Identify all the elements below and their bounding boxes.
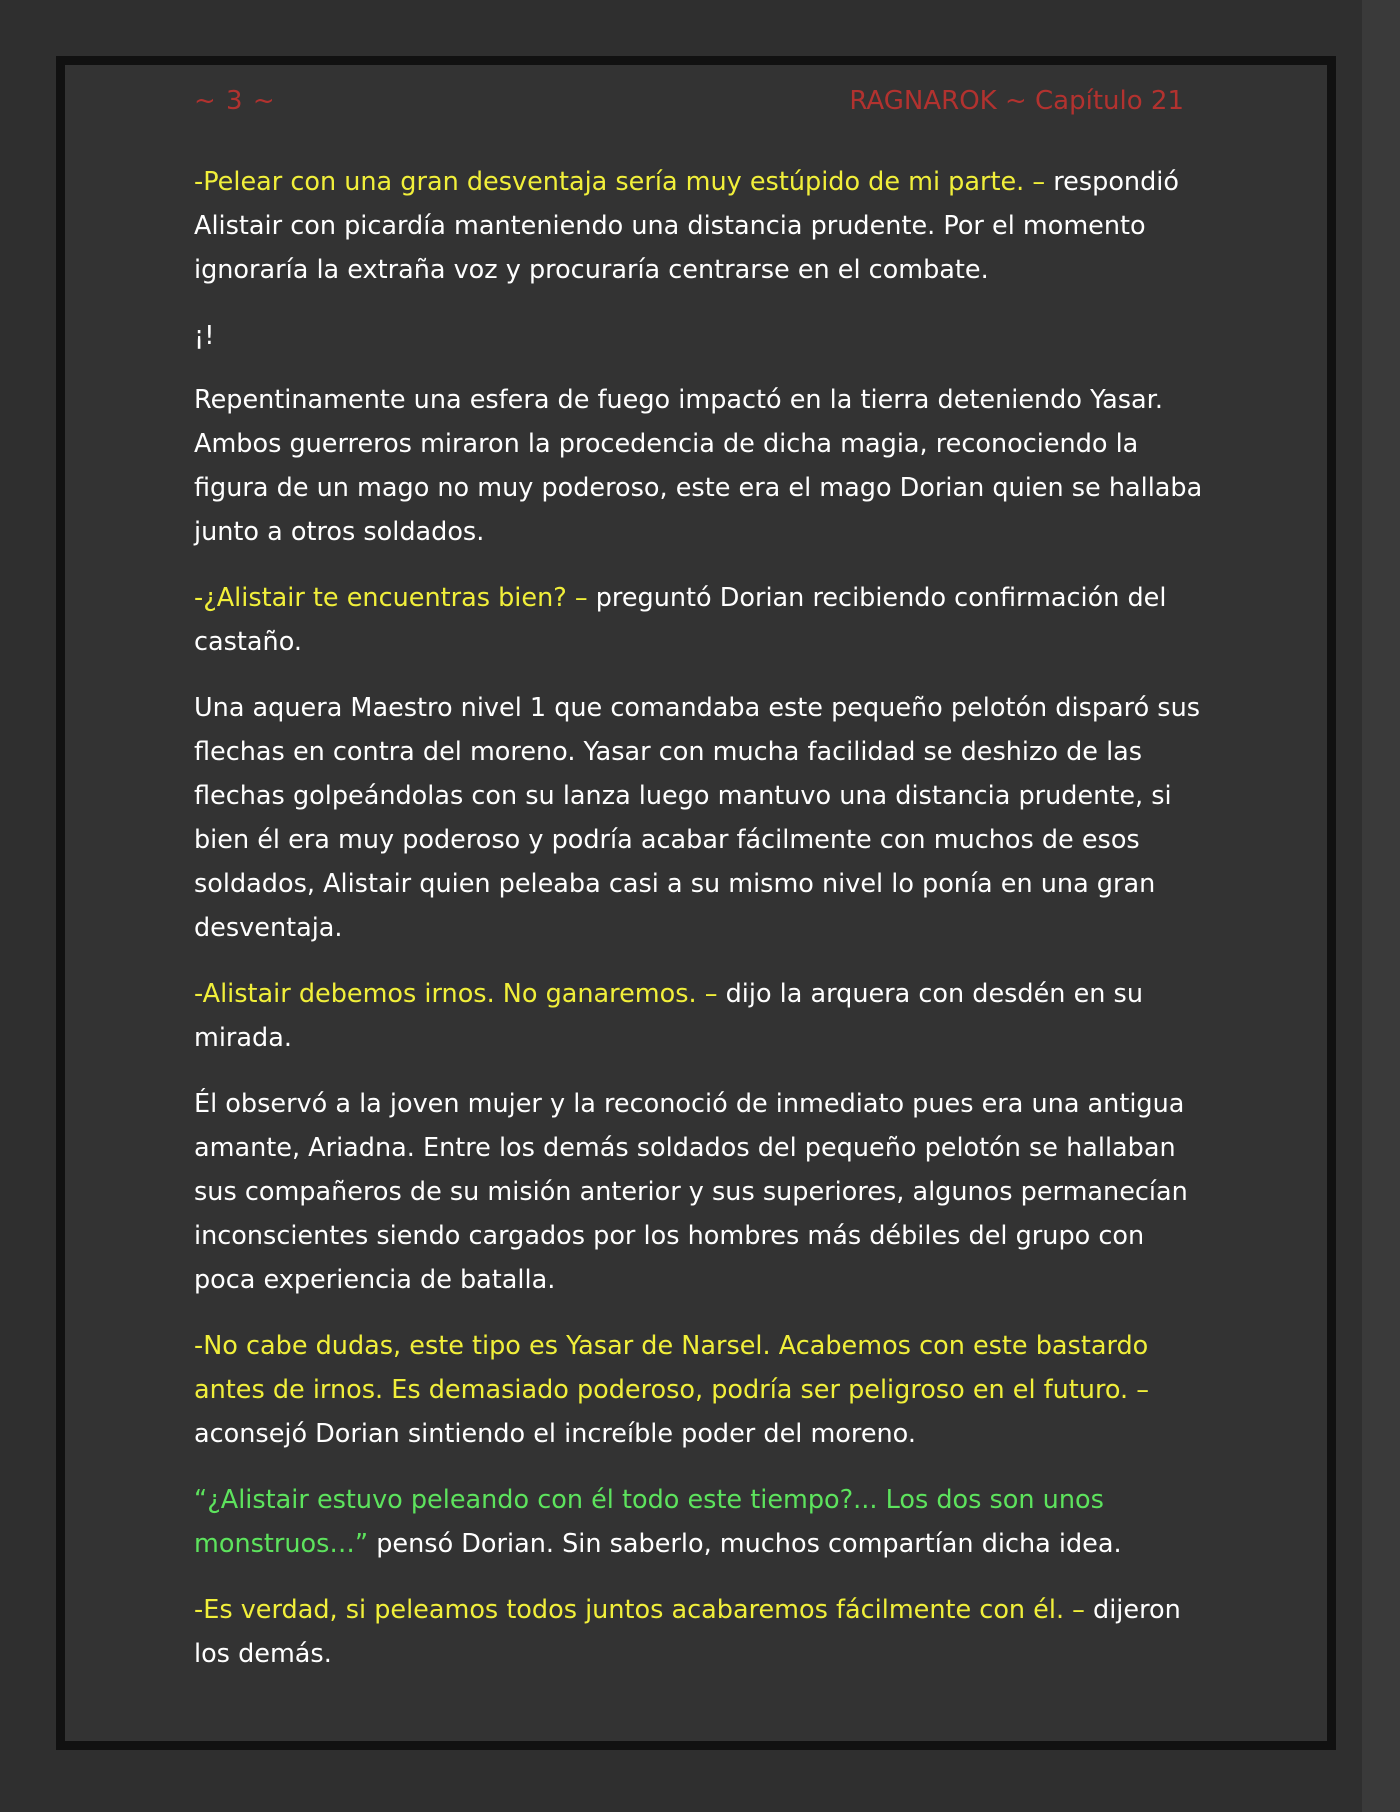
chapter-title: RAGNAROK ~ Capítulo 21 — [849, 86, 1184, 116]
narration-text: Él observó a la joven mujer y la reconoció de inmediato pues era una antigua amante, Ariadna. Entre los demás soldados del pequeño pelotón se hallaban sus compañeros de su misión anterior y sus superiores, algunos permanecían inconscientes siendo cargados por los hombres más débiles del grupo con poca experiencia de batalla. — [194, 1089, 1188, 1295]
narration-text: pensó Dorian. Sin saberlo, muchos compartían dicha idea. — [368, 1529, 1122, 1559]
thought-text: “¿Alistair estuvo peleando con él todo este tiempo?... Los dos son unos monstruos…” — [194, 1485, 1104, 1559]
page-number: ~ 3 ~ — [194, 86, 276, 116]
paragraph-2 — [194, 314, 1210, 358]
narration-text: preguntó Dorian recibiendo confirmación del castaño. — [194, 583, 1167, 657]
exclamation-text: ¡! — [194, 321, 215, 351]
paragraph-9 — [194, 1478, 1210, 1566]
dialogue-text: -¿Alistair te encuentras bien? – — [194, 583, 596, 613]
narration-text: Una aquera Maestro nivel 1 que comandaba este pequeño pelotón disparó sus flechas en contra del moreno. Yasar con mucha facilidad se deshizo de las flechas golpeándolas con su lanza luego mantuvo una distancia prudente, si bien él era muy poderoso y podría acabar fácilmente con muchos de esos soldados, Alistair quien peleaba casi a su mismo nivel lo ponía en una gran desventaja. — [194, 693, 1201, 943]
paragraph-4 — [194, 576, 1210, 664]
paragraph-1 — [194, 160, 1210, 292]
narration-text: dijeron los demás. — [194, 1595, 1181, 1669]
dialogue-text: -Es verdad, si peleamos todos juntos acabaremos fácilmente con él. – — [194, 1595, 1094, 1625]
paragraph-10 — [194, 1588, 1210, 1676]
paragraph-6 — [194, 972, 1210, 1060]
page-content — [194, 160, 1210, 1698]
paragraph-3 — [194, 378, 1210, 554]
dialogue-text: -Alistair debemos irnos. No ganaremos. – — [194, 979, 726, 1009]
narration-text: Repentinamente una esfera de fuego impactó en la tierra deteniendo Yasar. Ambos guerreros miraron la procedencia de dicha magia, reconociendo la figura de un mago no muy poderoso, este era el mago Dorian quien se hallaba junto a otros soldados. — [194, 385, 1203, 547]
narration-text: dijo la arquera con desdén en su mirada. — [194, 979, 1143, 1053]
narration-text: respondió Alistair con picardía manteniendo una distancia prudente. Por el momento ignoraría la extraña voz y procuraría centrarse en el combate. — [194, 167, 1179, 285]
paragraph-7 — [194, 1082, 1210, 1302]
page-margin-strip — [1362, 0, 1400, 1812]
paragraph-8 — [194, 1324, 1210, 1456]
dialogue-text: -Pelear con una gran desventaja sería muy estúpido de mi parte. – — [194, 167, 1054, 197]
dialogue-text: -No cabe dudas, este tipo es Yasar de Narsel. Acabemos con este bastardo antes de irnos. Es demasiado poderoso, podría ser peligroso en el futuro. – — [194, 1331, 1150, 1405]
page-header — [194, 86, 1184, 122]
narration-text: aconsejó Dorian sintiendo el increíble poder del moreno. — [194, 1419, 916, 1449]
paragraph-5 — [194, 686, 1210, 950]
